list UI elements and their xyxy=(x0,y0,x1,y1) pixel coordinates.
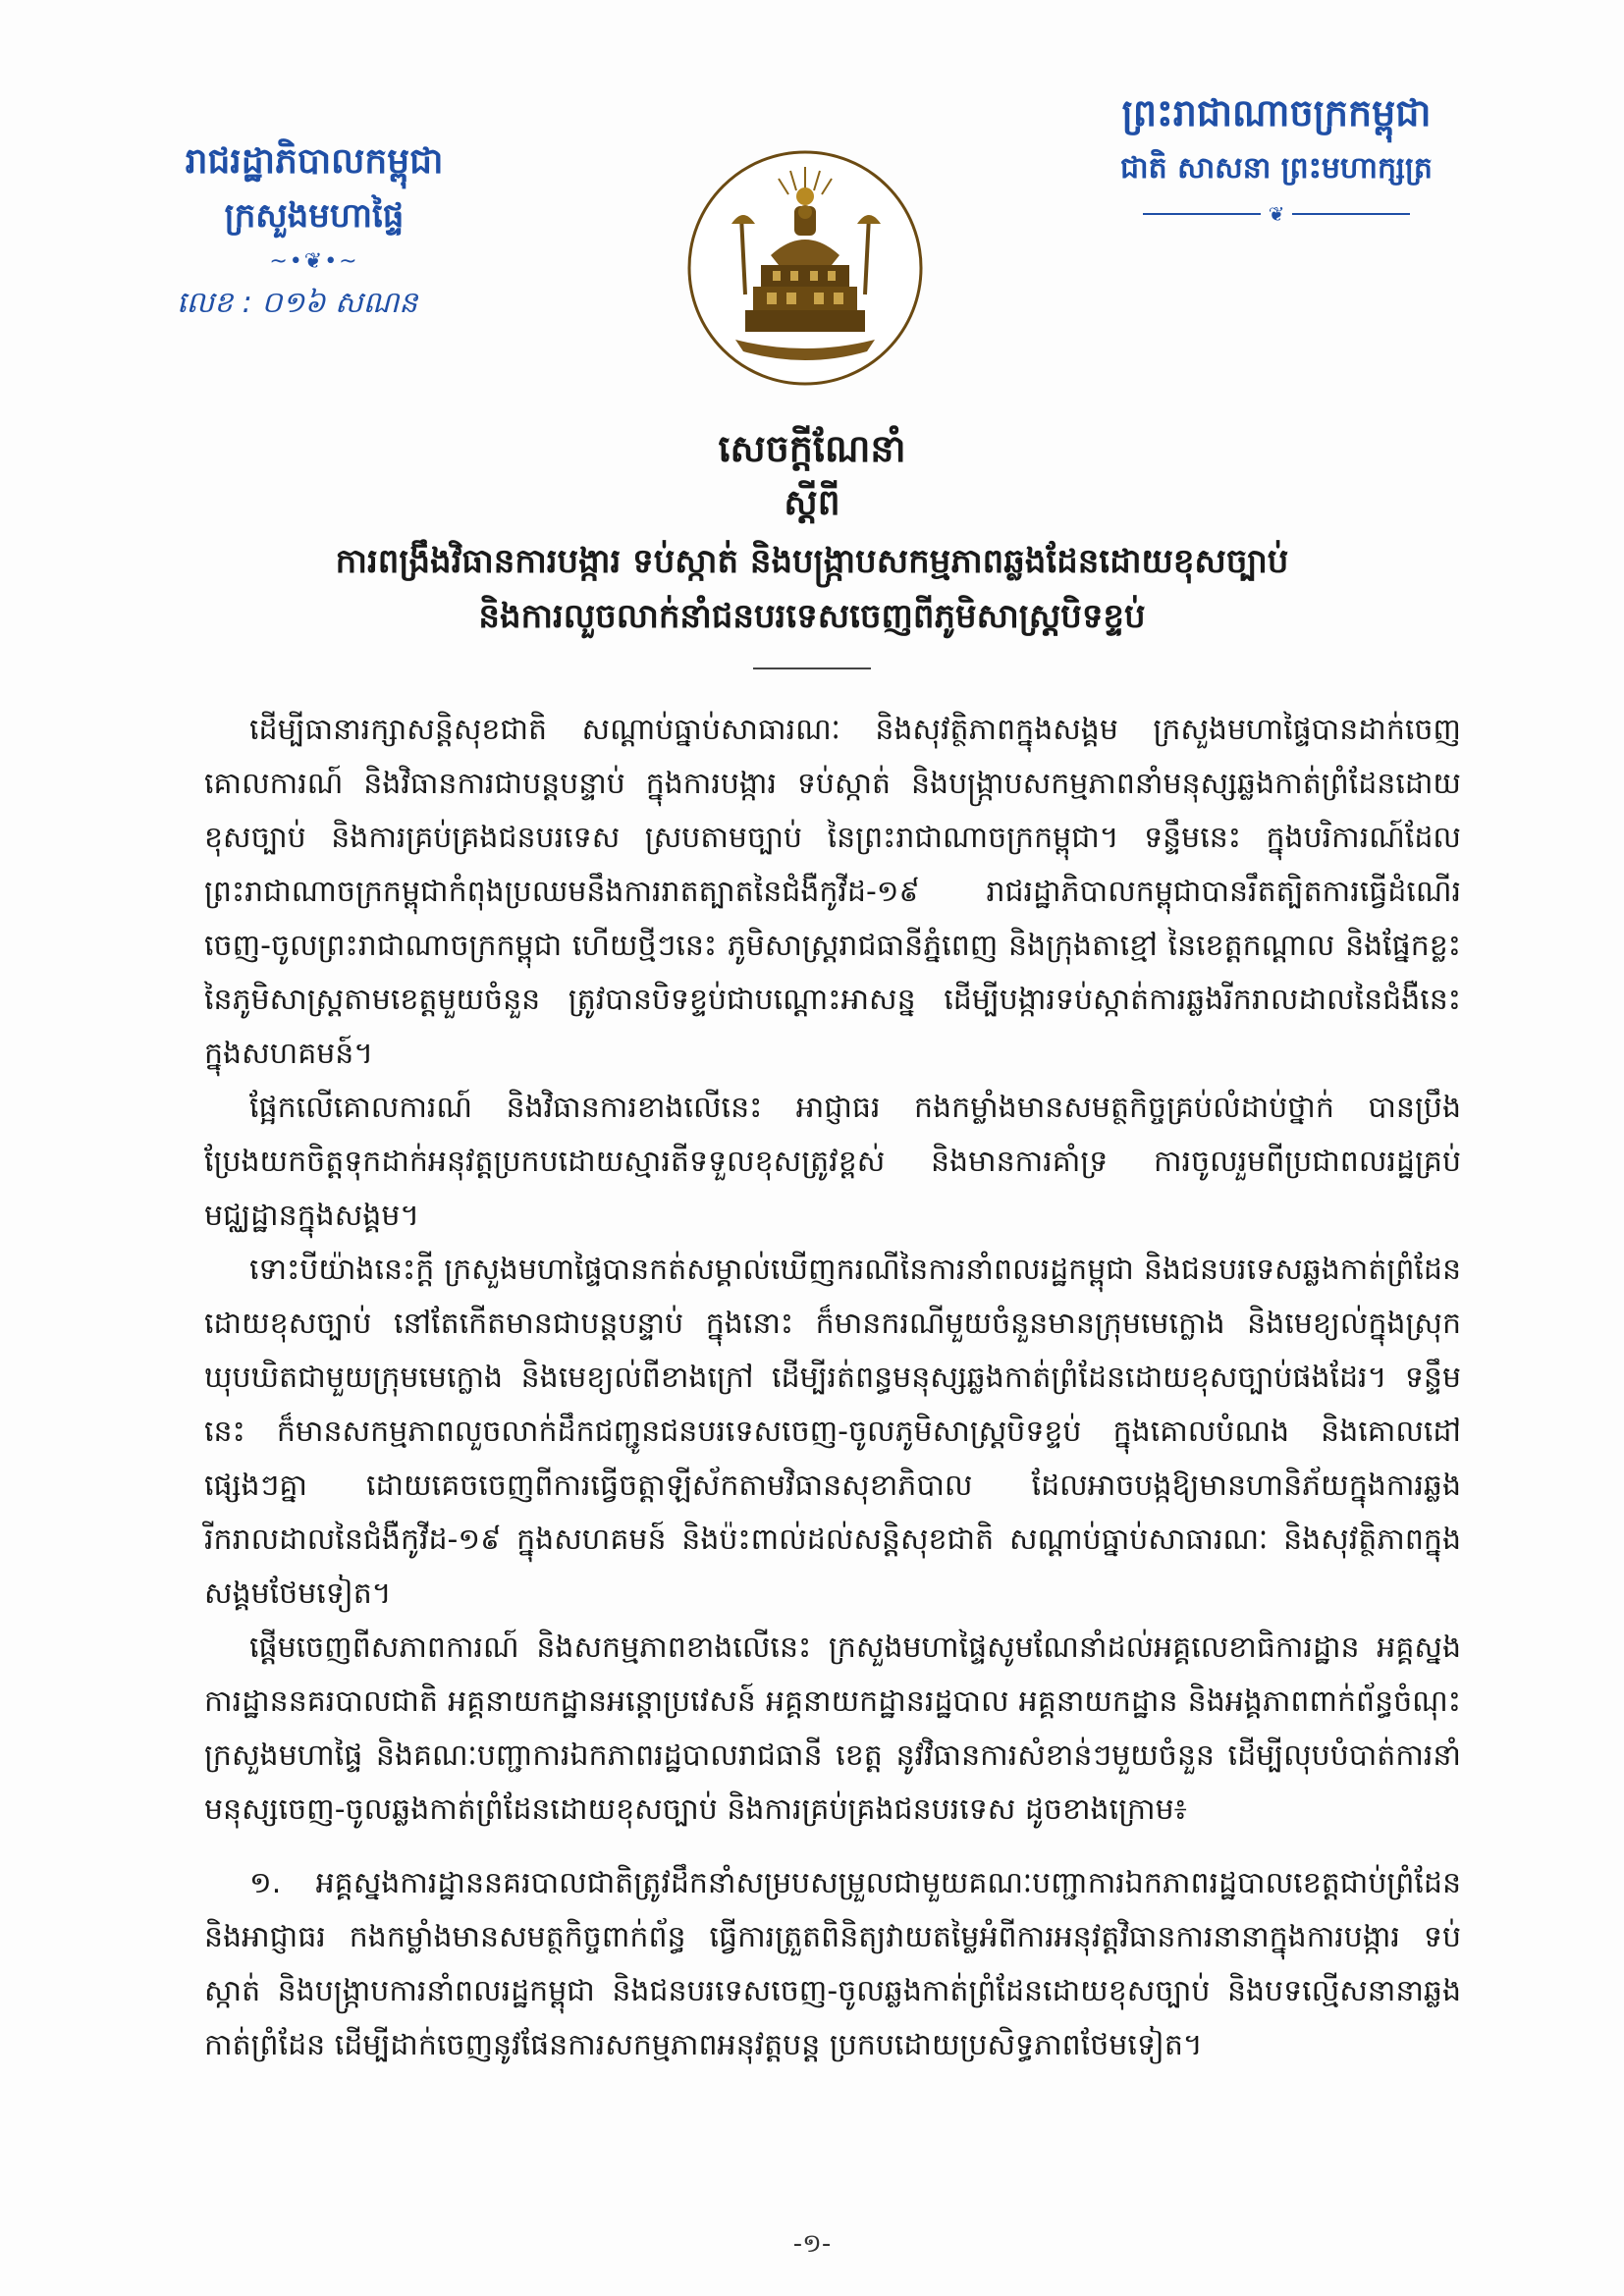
title-line: ការពង្រឹងវិធានការបង្ការ ទប់ស្កាត់ និងបង្ក្រាបសកម្មភាពឆ្លងដែនដោយខុសច្បាប់ xyxy=(335,542,1289,581)
document-title xyxy=(137,422,1487,669)
body-paragraph: ផ្អែកលើគោលការណ៍ និងវិធានការខាងលើនេះ អាជ្ញាធរ កងកម្លាំងមានសមត្ថកិច្ចគ្រប់លំដាប់ថ្នាក់ បានប្រឹងប្រែងយកចិត្តទុកដាក់អនុវត្តប្រកបដោយស្មារតីទទួលខុសត្រូវខ្ពស់ និងមានការគាំទ្រ ការចូលរួមពីប្រជាពលរដ្ឋគ្រប់មជ្ឈដ្ឋានក្នុងសង្គម។ xyxy=(204,1091,1461,1233)
divider-line xyxy=(1143,213,1261,215)
kingdom-name: ព្រះរាជាណាចក្រកម្ពុជា xyxy=(1121,91,1432,134)
kingdom-header xyxy=(1070,86,1483,224)
royal-coat-of-arms-icon xyxy=(684,147,926,389)
issuer-header xyxy=(147,137,481,324)
document-number: លេខ : ០១៦ សណន xyxy=(177,286,418,320)
government-name: រាជរដ្ឋាភិបាលកម្ពុជា xyxy=(185,141,444,182)
body-paragraph: ទោះបីយ៉ាងនេះក្តី ក្រសួងមហាផ្ទៃបានកត់សម្គាល់ឃើញករណីនៃការនាំពលរដ្ឋកម្ពុជា និងជនបរទេសឆ្លងកាត់ព្រំដែនដោយខុសច្បាប់ នៅតែកើតមានជាបន្តបន្ទាប់ ក្នុងនោះ ក៏មានករណីមួយចំនួនមានក្រុមមេក្លោង និងមេខ្យល់ក្នុងស្រុក ឃុបឃិតជាមួយក្រុមមេក្លោង និងមេខ្យល់ពីខាងក្រៅ ដើម្បីរត់ពន្ធមនុស្សឆ្លងកាត់ព្រំដែនដោយខុសច្បាប់ផងដែរ។ ទន្ទឹមនេះ ក៏មានសកម្មភាពលួចលាក់ដឹកជញ្ជូនជនបរទេសចេញ-ចូលភូមិសាស្ត្របិទខ្ទប់ ក្នុងគោលបំណង និងគោលដៅផ្សេងៗគ្នា ដោយគេចចេញពីការធ្វើចត្តាឡីស័កតាមវិធានសុខាភិបាល ដែលអាចបង្កឱ្យមានហានិភ័យក្នុងការឆ្លងរីករាលដាលនៃជំងឺកូវីដ-១៩ ក្នុងសហគមន៍ និងប៉ះពាល់ដល់សន្តិសុខជាតិ សណ្តាប់ធ្នាប់សាធារណៈ និងសុវត្ថិភាពក្នុងសង្គមថែមទៀត។ xyxy=(204,1253,1461,1611)
ministry-name: ក្រសួងមហាផ្ទៃ xyxy=(224,196,405,236)
ornament-divider: ~•❦•~ xyxy=(269,249,359,274)
title-line: សេចក្តីណែនាំ xyxy=(718,427,906,470)
document-body xyxy=(204,703,1461,2072)
title-line: និងការលួចលាក់នាំជនបរទេសចេញពីភូមិសាស្ត្របិទខ្ទប់ xyxy=(478,597,1146,636)
title-divider xyxy=(753,667,871,669)
body-paragraph: ដើម្បីធានារក្សាសន្តិសុខជាតិ សណ្តាប់ធ្នាប់សាធារណៈ និងសុវត្ថិភាពក្នុងសង្គម ក្រសួងមហាផ្ទៃបានដាក់ចេញគោលការណ៍ និងវិធានការជាបន្តបន្ទាប់ ក្នុងការបង្ការ ទប់ស្កាត់ និងបង្ក្រាបសកម្មភាពនាំមនុស្សឆ្លងកាត់ព្រំដែនដោយខុសច្បាប់ និងការគ្រប់គ្រងជនបរទេស ស្របតាមច្បាប់ នៃព្រះរាជាណាចក្រកម្ពុជា។ ទន្ទឹមនេះ ក្នុងបរិការណ៍ដែលព្រះរាជាណាចក្រកម្ពុជាកំពុងប្រឈមនឹងការរាតត្បាតនៃជំងឺកូវីដ-១៩ រាជរដ្ឋាភិបាលកម្ពុជាបានរឹតត្បិតការធ្វើដំណើរចេញ-ចូលព្រះរាជាណាចក្រកម្ពុជា ហើយថ្មីៗនេះ ភូមិសាស្ត្ររាជធានីភ្នំពេញ និងក្រុងតាខ្មៅ នៃខេត្តកណ្តាល និងផ្នែកខ្លះនៃភូមិសាស្ត្រតាមខេត្តមួយចំនួន ត្រូវបានបិទខ្ទប់ជាបណ្តោះអាសន្ន ដើម្បីបង្ការទប់ស្កាត់ការឆ្លងរីករាលដាលនៃជំងឺនេះក្នុងសហគមន៍។ xyxy=(204,713,1461,1071)
numbered-item: ១. អគ្គស្នងការដ្ឋាននគរបាលជាតិត្រូវដឹកនាំសម្របសម្រួលជាមួយគណៈបញ្ជាការឯកភាពរដ្ឋបាលខេត្តជាប់ព្រំដែន និងអាជ្ញាធរ កងកម្លាំងមានសមត្ថកិច្ចពាក់ព័ន្ធ ធ្វើការត្រួតពិនិត្យវាយតម្លៃអំពីការអនុវត្តវិធានការនានាក្នុងការបង្ការ ទប់ស្កាត់ និងបង្ក្រាបការនាំពលរដ្ឋកម្ពុជា និងជនបរទេសចេញ-ចូលឆ្លងកាត់ព្រំដែនដោយខុសច្បាប់ និងបទល្មើសនានាឆ្លងកាត់ព្រំដែន ដើម្បីដាក់ចេញនូវផែនការសកម្មភាពអនុវត្តបន្ត ប្រកបដោយប្រសិទ្ធភាពថែមទៀត។ xyxy=(204,1866,1461,2062)
national-motto: ជាតិ សាសនា ព្រះមហាក្សត្រ xyxy=(1120,151,1433,186)
divider-line xyxy=(1292,213,1410,215)
title-line: ស្តីពី xyxy=(784,483,840,523)
ornament-icon: ❦ xyxy=(1268,202,1285,226)
ornament-divider xyxy=(1070,204,1483,224)
page-number: -១- xyxy=(792,2229,832,2259)
body-paragraph: ផ្តើមចេញពីសភាពការណ៍ និងសកម្មភាពខាងលើនេះ ក្រសួងមហាផ្ទៃសូមណែនាំដល់អគ្គលេខាធិការដ្ឋាន អគ្គស្នងការដ្ឋាននគរបាលជាតិ អគ្គនាយកដ្ឋានអន្តោប្រវេសន៍ អគ្គនាយកដ្ឋានរដ្ឋបាល អគ្គនាយកដ្ឋាន និងអង្គភាពពាក់ព័ន្ធចំណុះក្រសួងមហាផ្ទៃ និងគណៈបញ្ជាការឯកភាពរដ្ឋបាលរាជធានី ខេត្ត នូវវិធានការសំខាន់ៗមួយចំនួន ដើម្បីលុបបំបាត់ការនាំមនុស្សចេញ-ចូលឆ្លងកាត់ព្រំដែនដោយខុសច្បាប់ និងការគ្រប់គ្រងជនបរទេស ដូចខាងក្រោម៖ xyxy=(204,1630,1461,1827)
